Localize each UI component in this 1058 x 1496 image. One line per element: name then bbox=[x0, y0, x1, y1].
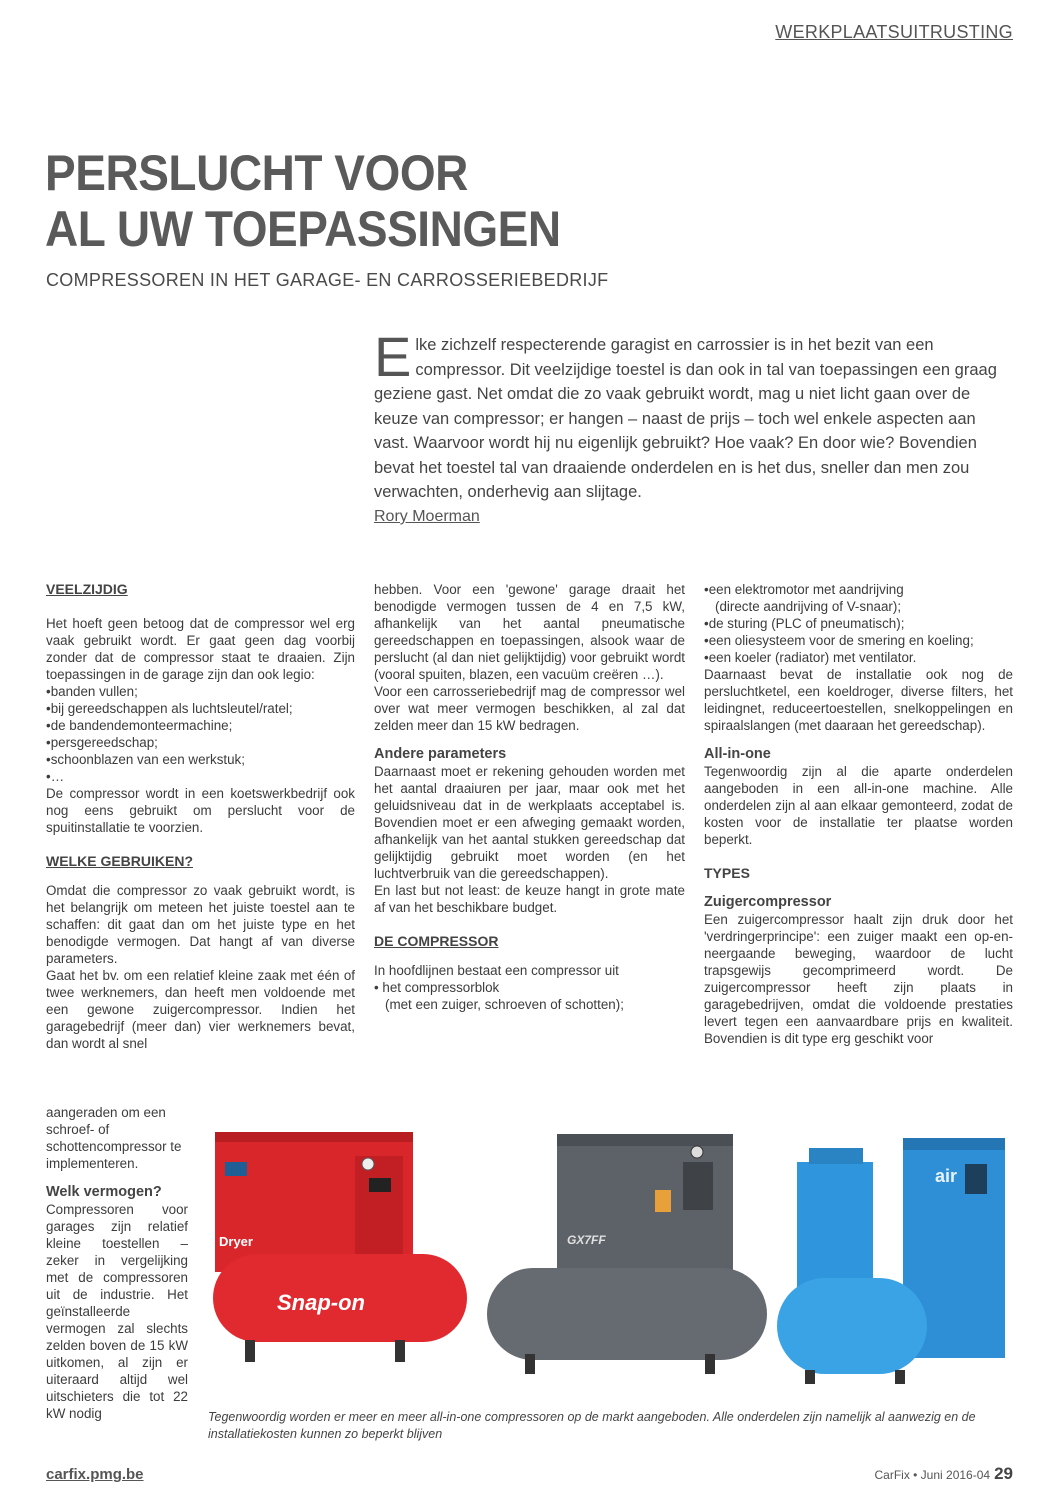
heading-types: TYPES bbox=[704, 865, 750, 881]
red-compressor-image bbox=[213, 1132, 467, 1362]
col1-paragraph-2: De compressor wordt in een koetswerkbedrijf ook nog eens gebruikt om perslucht voor de spuitinstallatie te voorzien. bbox=[46, 786, 355, 835]
grey-compressor-image bbox=[487, 1134, 767, 1374]
title-line-2: AL UW TOEPASSINGEN bbox=[45, 201, 561, 257]
list-item: •een koeler (radiator) met ventilator. bbox=[704, 650, 917, 665]
col2-paragraph-2: Voor een carrosseriebedrijf mag de compressor wel over wat meer vermogen beschikken, al zal dat zelden meer dan 15 kW bedragen. bbox=[374, 684, 685, 733]
col1-paragraph-4: Gaat het bv. om een relatief kleine zaak met één of twee werknemers, dan heeft men voldoende met een gewone zuigercompressor. Indien het garagebedrijf (meer dan) vier werknemers bevat, dan wordt al snel bbox=[46, 968, 355, 1051]
col1-paragraph-5: Compressoren voor garages zijn relatief kleine toestellen – zeker in vergelijking met de compressoren uit de industrie. Het geïnstalleerde vermogen zal slechts zelden boven de 15 kW uitkomen, al zijn er uiteraard altijd wel uitschieters die tot 22 kW nodig bbox=[46, 1202, 188, 1421]
snapon-logo: Snap-on bbox=[277, 1290, 365, 1315]
list-item: •de bandendemonteermachine; bbox=[46, 718, 233, 733]
col3-paragraph-2: Tegenwoordig zijn al die aparte onderdelen aangeboden in een all-in-one machine. Alle onderdelen zijn al aan elkaar gemonteerd, zodat de kosten voor de installatie ter plaatse worden beperkt. bbox=[704, 764, 1013, 847]
dryer-label: Dryer bbox=[219, 1234, 253, 1249]
list-item: •… bbox=[46, 769, 65, 784]
list-item: •bij gereedschappen als luchtsleutel/ratel; bbox=[46, 701, 293, 716]
heading-welke-gebruiken: WELKE GEBRUIKEN? bbox=[46, 853, 193, 869]
col2-paragraph-4: En last but not least: de keuze hangt in grote mate af van het beschikbare budget. bbox=[374, 883, 685, 915]
section-tag: WERKPLAATSUITRUSTING bbox=[775, 22, 1013, 42]
article-title bbox=[45, 145, 561, 257]
air-logo: air bbox=[935, 1166, 958, 1186]
col2-paragraph-5: In hoofdlijnen bestaat een compressor uit bbox=[374, 963, 619, 978]
list-item: •de sturing (PLC of pneumatisch); bbox=[704, 616, 905, 631]
list-item: •schoonblazen van een werkstuk; bbox=[46, 752, 245, 767]
column-1 bbox=[46, 581, 355, 1052]
col1-paragraph-4b: aangeraden om een schroef- of schottencompressor te implementeren. bbox=[46, 1105, 182, 1171]
list-item: •een elektromotor met aandrijving bbox=[704, 582, 904, 597]
list-item: • het compressorblok bbox=[374, 980, 500, 995]
footer-url-link[interactable]: carfix.pmg.be bbox=[46, 1466, 144, 1483]
heading-andere-parameters: Andere parameters bbox=[374, 746, 507, 762]
heading-welk-vermogen: Welk vermogen? bbox=[46, 1184, 162, 1200]
intro-paragraph bbox=[374, 325, 1014, 505]
author-byline: Rory Moerman bbox=[374, 508, 480, 525]
gx7-label: GX7FF bbox=[567, 1233, 606, 1247]
list-item: •persgereedschap; bbox=[46, 735, 158, 750]
usage-list bbox=[46, 683, 355, 785]
component-list bbox=[704, 581, 1013, 666]
page-number: 29 bbox=[994, 1464, 1013, 1483]
col3-paragraph-3: Een zuigercompressor haalt zijn druk door het 'verdringerprincipe': een zuiger maakt een op-en-neergaande beweging, waardoor de lucht trapsgewijs gecomprimeerd wordt. De zuigercompressor heeft zijn plaats in garagebedrijven, omdat die voldoende prestaties levert tegen een aanvaardbare prijs en kwaliteit. Bovendien is dit type erg geschikt voor bbox=[704, 912, 1013, 1046]
component-list-start bbox=[374, 979, 685, 1013]
list-item: •een oliesysteem voor de smering en koeling; bbox=[704, 633, 974, 648]
heading-zuigercompressor: Zuigercompressor bbox=[704, 894, 832, 910]
list-item: (met een zuiger, schroeven of schotten); bbox=[385, 997, 624, 1012]
heading-all-in-one: All-in-one bbox=[704, 746, 771, 762]
list-item: (directe aandrijving of V-snaar); bbox=[715, 599, 902, 614]
blue-compressor-image bbox=[777, 1138, 1005, 1384]
column-2 bbox=[374, 581, 685, 1013]
article-subtitle: COMPRESSOREN IN HET GARAGE- EN CARROSSERIEBEDRIJF bbox=[46, 270, 609, 290]
column-3 bbox=[704, 581, 1013, 1047]
col1-paragraph-1: Het hoeft geen betoog dat de compressor wel erg vaak gebruikt wordt. Er gaat geen dag voorbij zonder dat de compressor staat te draaien. Zijn toepassingen in de garage zijn dan ook legio: bbox=[46, 616, 355, 682]
intro-text: lke zichzelf respecterende garagist en carrossier is in het bezit van een compressor. Dit veelzijdige toestel is dan ook in tal van toepassingen een graag geziene gast. Net omdat die zo vaak gebruikt wordt, mag u niet licht gaan over de keuze van compressor; er hangen – naast de prijs – toch wel enkele aspecten aan vast. Waarvoor wordt hij nu eigenlijk gebruikt? Hoe vaak? En door wie? Bovendien bevat het toestel tal van draaiende onderdelen en is het dus, sneller dan men zou verwachten, onderhevig aan slijtage. bbox=[374, 336, 997, 501]
drop-cap: E bbox=[374, 325, 412, 388]
issue-info: CarFix • Juni 2016-04 bbox=[874, 1468, 991, 1482]
title-line-1: PERSLUCHT VOOR bbox=[45, 145, 468, 201]
col2-paragraph-3: Daarnaast moet er rekening gehouden worden met het aantal draaiuren per jaar, maar ook met het geluidsniveau dat in de werkplaats acceptabel is. Bovendien moet er een afweging gemaakt worden, afhankelijk van het aantal stukken gereedschap dat gelijktijdig gebruikt moet worden (en het luchtverbruik van die gereedschappen). bbox=[374, 764, 685, 881]
col3-paragraph-1: Daarnaast bevat de installatie ook nog de persluchtketel, een koeldroger, diverse filters, het leidingnet, reduceertoestellen, snelkoppelingen en spiraalslangen (met daaraan het gereedschap). bbox=[704, 667, 1013, 733]
compressor-photo bbox=[205, 1126, 1015, 1404]
heading-veelzijdig: VEELZIJDIG bbox=[46, 581, 128, 597]
list-item: •banden vullen; bbox=[46, 684, 138, 699]
col1-paragraph-3: Omdat die compressor zo vaak gebruikt wordt, is het belangrijk om meteen het juiste toestel aan te schaffen: dit gaat dan om het juiste type en het benodigde vermogen. Dat hangt af van diverse parameters. bbox=[46, 883, 355, 966]
photo-caption: Tegenwoordig worden er meer en meer all-in-one compressoren op de markt aangeboden. Alle onderdelen zijn namelijk al aanwezig en de installatiekosten kunnen zo beperkt blijven bbox=[208, 1410, 976, 1441]
heading-de-compressor: DE COMPRESSOR bbox=[374, 933, 499, 949]
column-1-narrow bbox=[46, 1104, 188, 1422]
col2-paragraph-1: hebben. Voor een 'gewone' garage draait het benodigde vermogen tussen de 4 en 7,5 kW, afhankelijk van het aantal pneumatische gereedschappen en toepassingen, alsook waar de perslucht (al dan niet gelijktijdig) voor gebruikt wordt (vooral spuiten, blazen, een vacuüm creëren …). bbox=[374, 582, 685, 682]
footer-issue bbox=[874, 1464, 1013, 1484]
